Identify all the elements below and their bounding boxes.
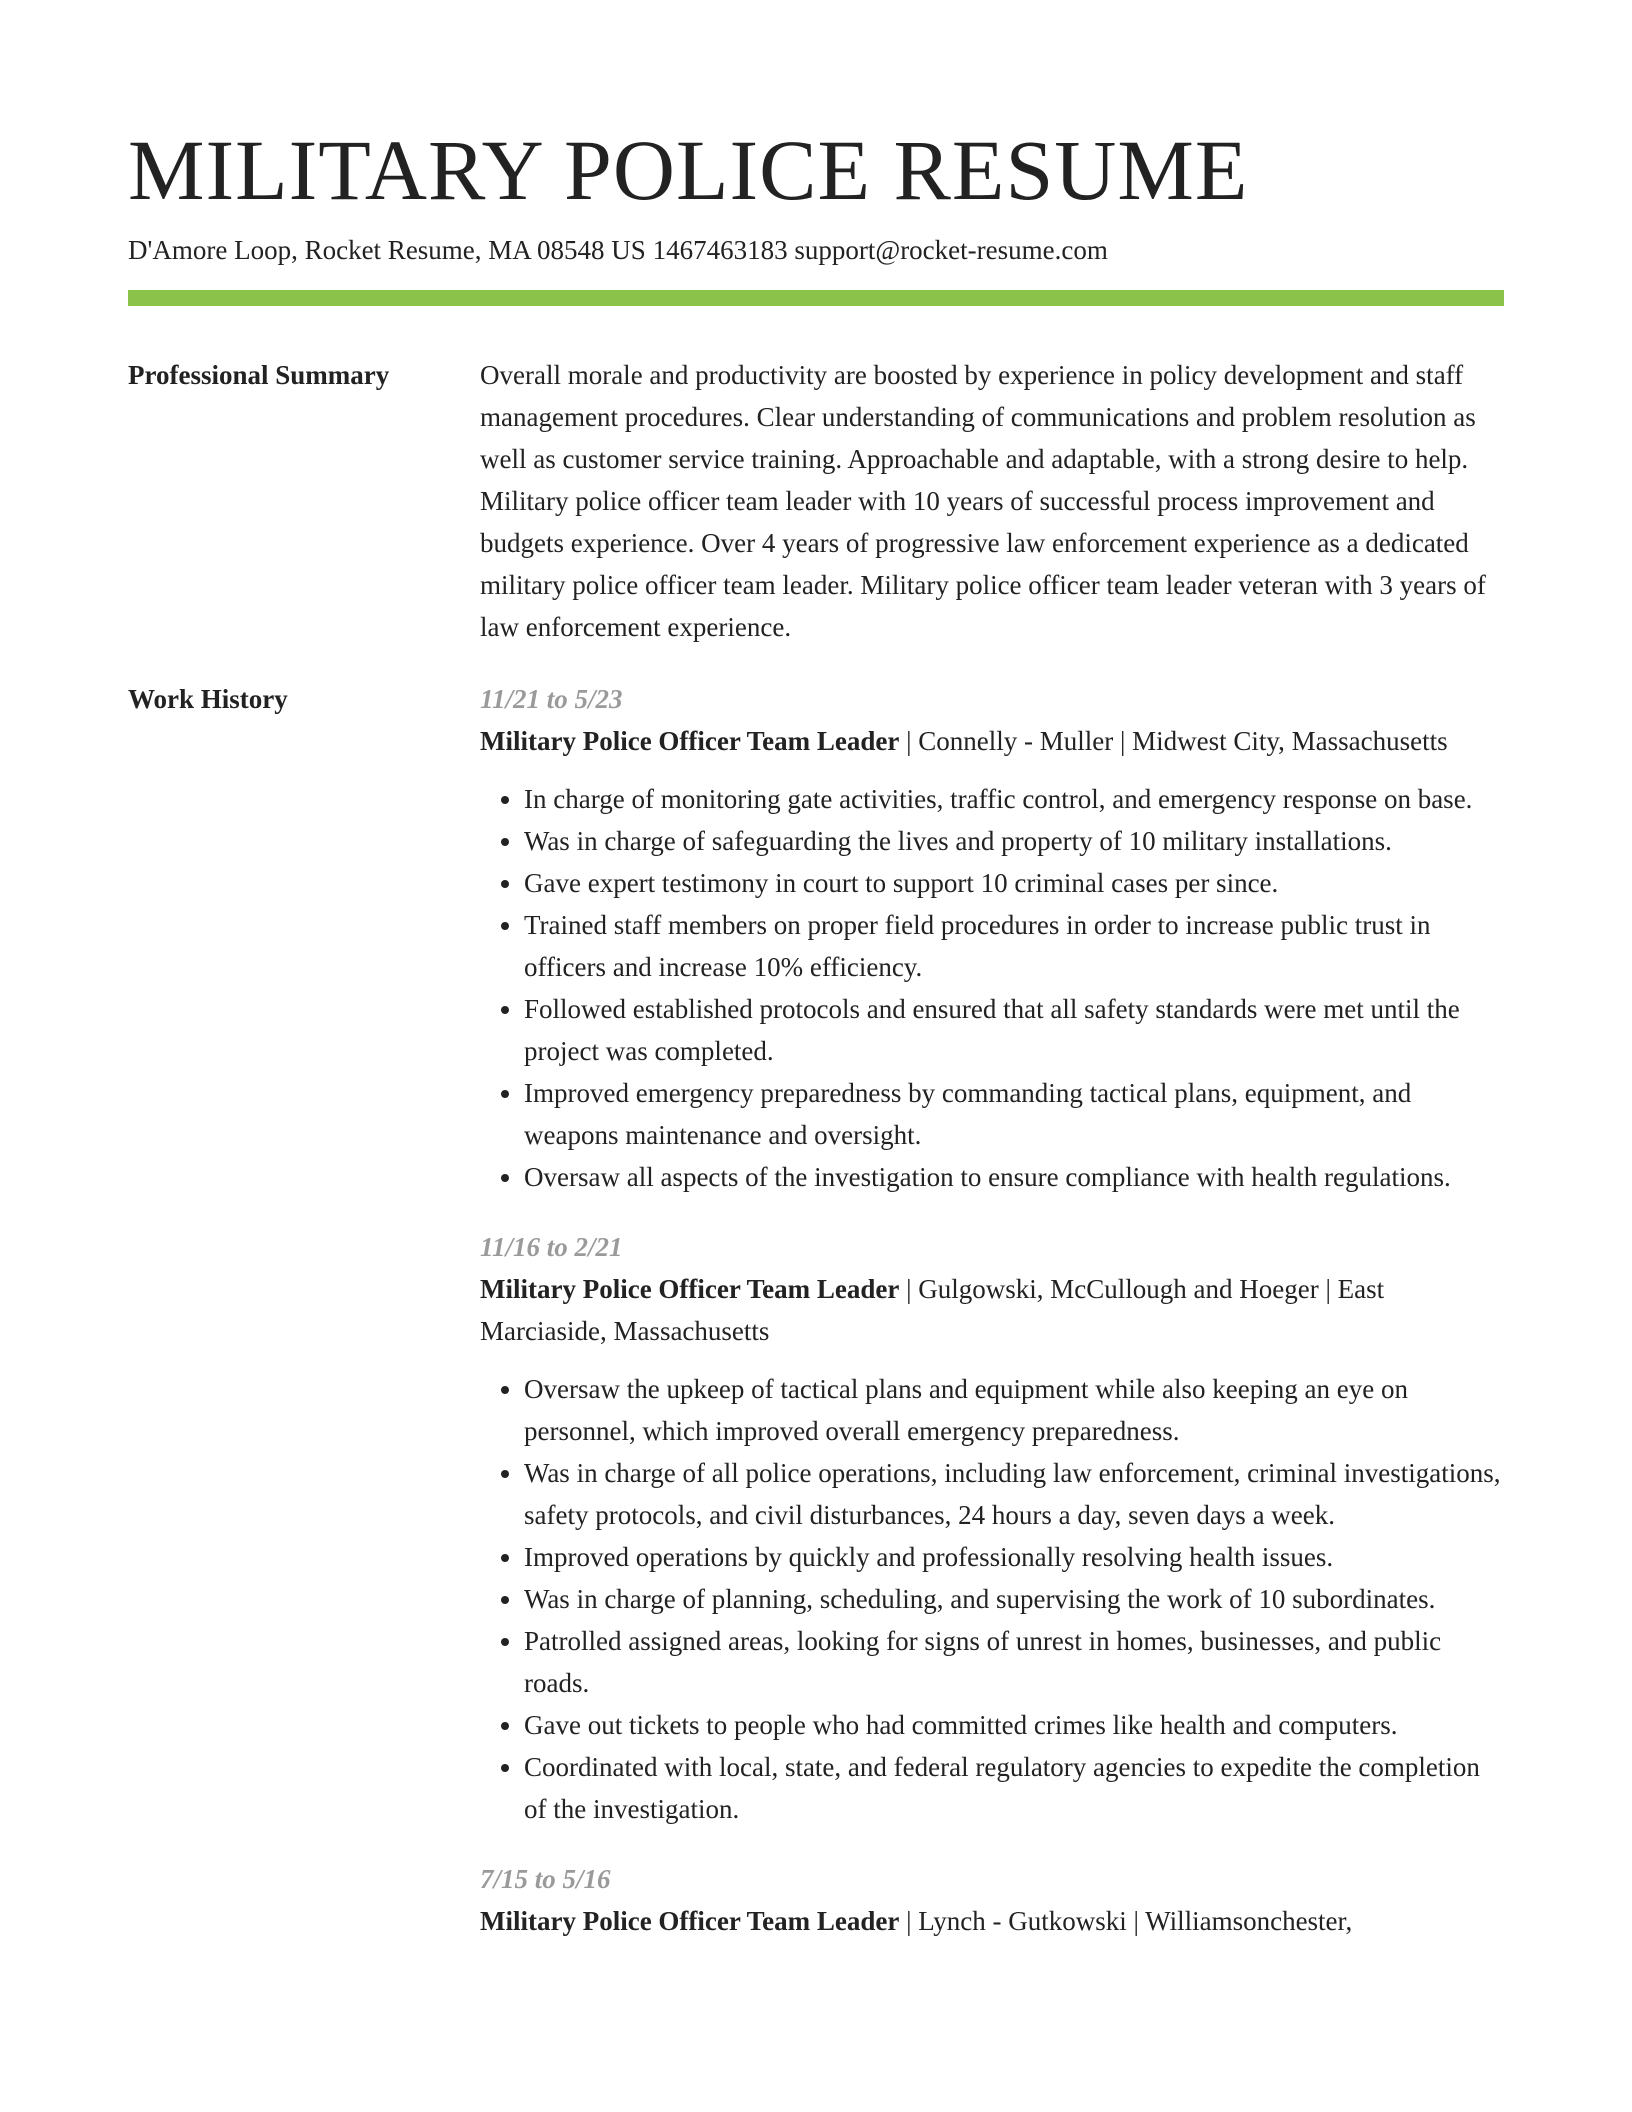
job-bullet: • Oversaw the upkeep of tactical plans and equipment while also keeping an eye on personnel, which improved overall emergency preparedness. xyxy=(524,1368,1504,1452)
job-entry xyxy=(480,678,1504,1198)
job-title: Military Police Officer Team Leader xyxy=(480,1906,900,1936)
job-bullet: • Gave expert testimony in court to support 10 criminal cases per since. xyxy=(524,862,1504,904)
work-history-section xyxy=(128,678,1504,1970)
job-details: | Gulgowski, McCullough and Hoeger | East Marciaside, Massachusetts xyxy=(480,1274,1385,1346)
job-bullet: • Gave out tickets to people who had committed crimes like health and computers. xyxy=(524,1704,1504,1746)
work-history-body xyxy=(480,678,1504,1970)
job-bullet: • Oversaw all aspects of the investigation to ensure compliance with health regulations. xyxy=(524,1156,1504,1198)
job-title: Military Police Officer Team Leader xyxy=(480,726,900,756)
summary-body xyxy=(480,354,1504,648)
job-heading xyxy=(480,1900,1504,1942)
job-bullet: • Was in charge of planning, scheduling, and supervising the work of 10 subordinates. xyxy=(524,1578,1504,1620)
section-label-summary: Professional Summary xyxy=(128,360,390,390)
resume-title: MILITARY POLICE RESUME xyxy=(128,122,1249,218)
job-details: | Lynch - Gutkowski | Williamsonchester, xyxy=(899,1906,1353,1936)
job-bullet: • Followed established protocols and ensured that all safety standards were met until the project was completed. xyxy=(524,988,1504,1072)
job-bullet: • Was in charge of safeguarding the lives and property of 10 military installations. xyxy=(524,820,1504,862)
job-heading xyxy=(480,1268,1504,1352)
job-bullet: • Was in charge of all police operations, including law enforcement, criminal investigations, safety protocols, and civil disturbances, 24 hours a day, seven days a week. xyxy=(524,1452,1504,1536)
job-title: Military Police Officer Team Leader xyxy=(480,1274,900,1304)
contact-line: D'Amore Loop, Rocket Resume, MA 08548 US 1467463183 support@rocket-resume.com xyxy=(128,235,1108,265)
job-entry xyxy=(480,1226,1504,1830)
job-bullet: • Improved emergency preparedness by commanding tactical plans, equipment, and weapons maintenance and oversight. xyxy=(524,1072,1504,1156)
summary-section xyxy=(128,354,1504,648)
job-details: | Connelly - Muller | Midwest City, Massachusetts xyxy=(899,726,1448,756)
job-dates: 7/15 to 5/16 xyxy=(480,1864,611,1894)
summary-text: Overall morale and productivity are boosted by experience in policy development and staff management procedures. Clear understanding of communications and problem resolution as well as customer service training. Approachable and adaptable, with a strong desire to help. Military police officer team leader with 10 years of successful process improvement and budgets experience. Over 4 years of progressive law enforcement experience as a dedicated military police officer team leader. Military police officer team leader veteran with 3 years of law enforcement experience. xyxy=(480,360,1486,642)
job-bullet: • Trained staff members on proper field procedures in order to increase public trust in officers and increase 10% efficiency. xyxy=(524,904,1504,988)
accent-rule xyxy=(128,290,1504,306)
job-bullets xyxy=(480,1368,1504,1830)
job-dates: 11/21 to 5/23 xyxy=(480,684,623,714)
job-bullet: • Patrolled assigned areas, looking for signs of unrest in homes, businesses, and public roads. xyxy=(524,1620,1504,1704)
job-heading xyxy=(480,720,1504,762)
job-bullet: • Improved operations by quickly and professionally resolving health issues. xyxy=(524,1536,1504,1578)
section-label-work-history: Work History xyxy=(128,684,288,714)
job-entry xyxy=(480,1858,1504,1942)
job-bullets xyxy=(480,778,1504,1198)
job-bullet: • Coordinated with local, state, and federal regulatory agencies to expedite the completion of the investigation. xyxy=(524,1746,1504,1830)
job-dates: 11/16 to 2/21 xyxy=(480,1232,623,1262)
job-bullet: • In charge of monitoring gate activities, traffic control, and emergency response on base. xyxy=(524,778,1504,820)
